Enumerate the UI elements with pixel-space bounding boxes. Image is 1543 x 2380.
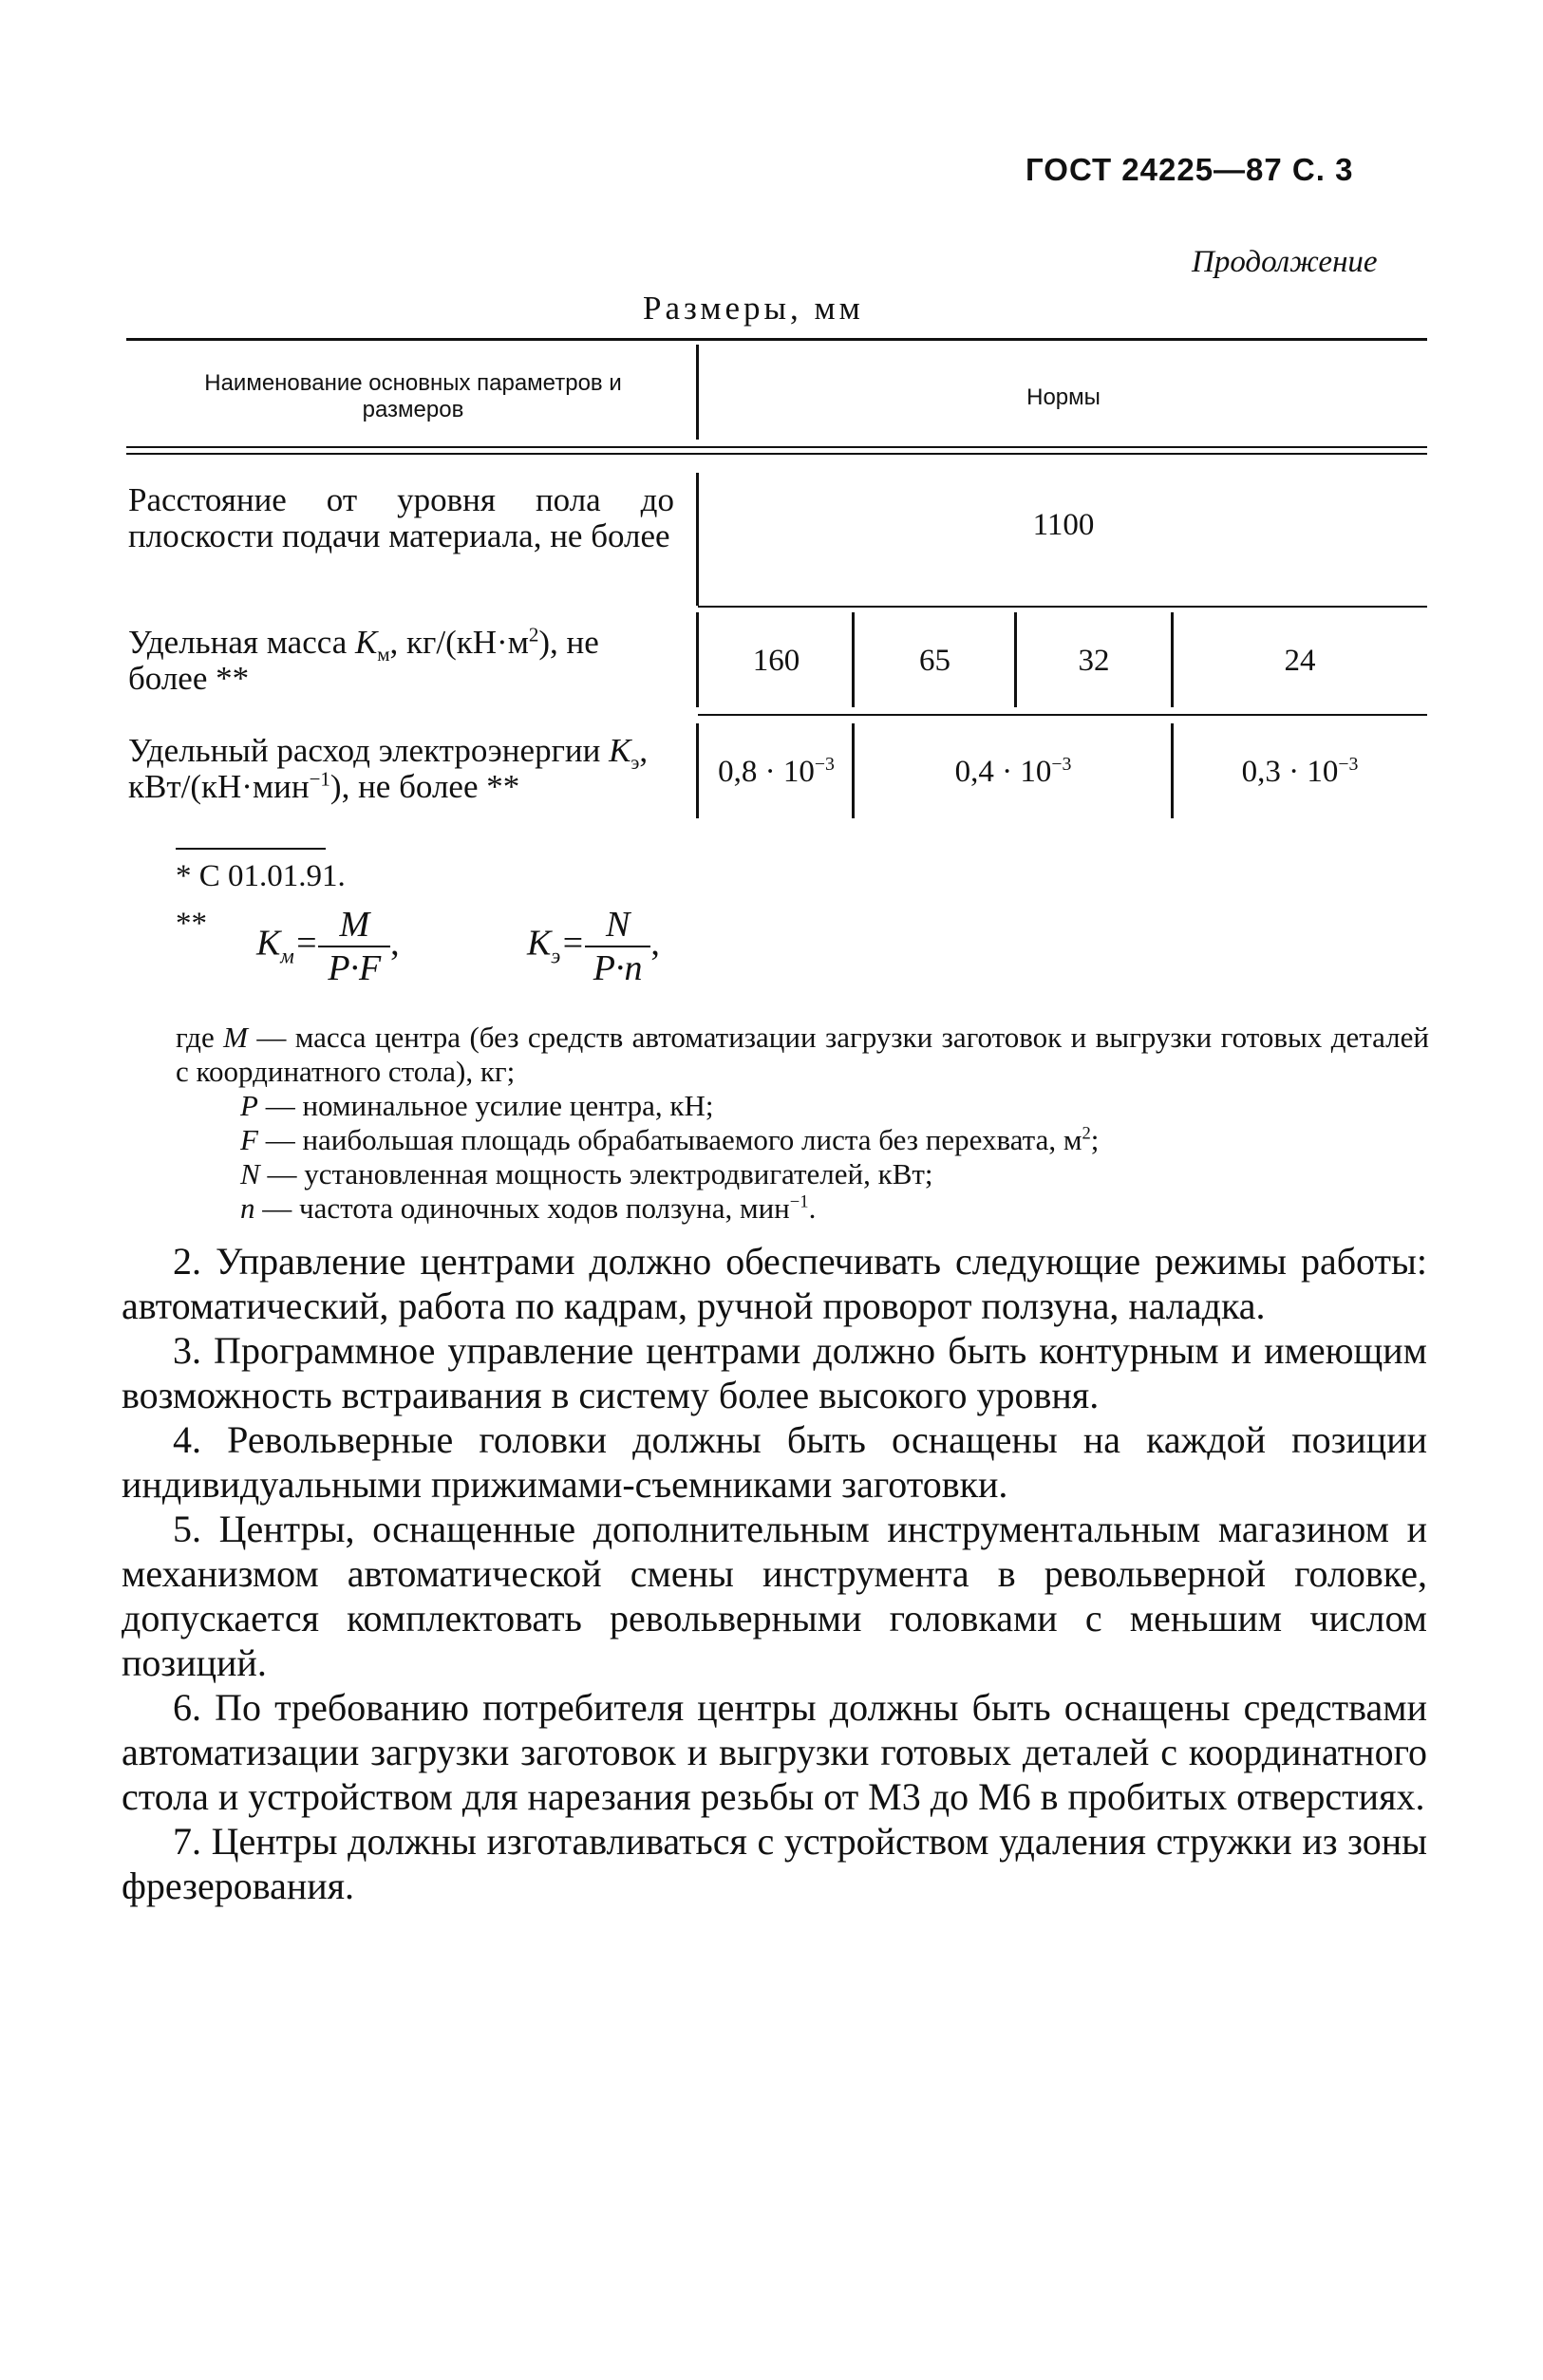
footnote-mark: **	[176, 907, 207, 941]
legend-item-n: N — установленная мощность электродвигателей, кВт;	[240, 1157, 933, 1190]
continuation-label: Продолжение	[1192, 245, 1378, 279]
table-caption: Размеры, мм	[643, 290, 864, 327]
paragraph-2: 2. Управление центрами должно обеспечивать следующие режимы работы: автоматический, работа по кадрам, ручной проворот ползуна, наладка.	[122, 1240, 1427, 1327]
energy-value-3: $0,3 \cdot 10^{-3}$	[1241, 754, 1359, 789]
row-rule-1	[698, 606, 1427, 608]
row-value-floor-distance: 1100	[1032, 508, 1095, 542]
legend-item-m: где M — масса центра (без средств автоматизации загрузки заготовок и выгрузки готовых деталей с координатного стола), кг;	[176, 1021, 1430, 1088]
inner-divider-r2-b	[1014, 612, 1017, 707]
symbol-legend	[176, 1021, 1429, 1226]
row-label-energy-consumption: Удельный расход электроэнергии $К_э$, кВт/(кН·мин$^{-1}$), не более **	[128, 732, 649, 805]
col-divider-row2	[696, 612, 699, 707]
energy-value-1: $0,8 \cdot 10^{-3}$	[718, 754, 835, 789]
row-label-floor-distance: Расстояние от уровня пола до плоскости подачи материала, не более	[128, 481, 674, 554]
mass-value-2: 65	[919, 644, 950, 678]
header-rule-1	[126, 446, 1427, 448]
legend-item-f: F — наибольшая площадь обрабатываемого листа без перехвата, $м^2$;	[240, 1123, 1100, 1156]
row-rule-2	[698, 714, 1427, 716]
inner-divider-r3-a	[852, 723, 855, 818]
col-divider-row3	[696, 723, 699, 818]
row-label-specific-mass: Удельная масса $К_м$, $кг/(кН\cdot м^2)$, не более **	[128, 623, 599, 697]
formula-km: $К_м=$ $\frac{M}{P\cdot F}$ ,	[256, 905, 400, 988]
col-header-parameters: Наименование основных параметров и размеров	[204, 370, 622, 422]
paragraph-4: 4. Револьверные головки должны быть оснащены на каждой позиции индивидуальными прижимами-съемниками заготовки.	[122, 1418, 1427, 1506]
formula-ke: $К_э=$ $\frac{N}{P\cdot n}$ ,	[527, 905, 660, 988]
legend-item-p: P — номинальное усилие центра, кН;	[240, 1089, 714, 1122]
body-text	[122, 1239, 1427, 1908]
mass-value-3: 32	[1078, 644, 1110, 678]
paragraph-5: 5. Центры, оснащенные дополнительным инструментальным магазином и механизмом автоматической смены инструмента в револьверной головке, допускается комплектовать револьверными головками с меньшим числом позиций.	[122, 1508, 1427, 1684]
col-divider-row1	[696, 473, 699, 606]
col-header-norms: Нормы	[1026, 384, 1101, 410]
inner-divider-r2-c	[1171, 612, 1174, 707]
footnote-date: * С 01.01.91.	[176, 859, 346, 893]
inner-divider-r3-b	[1171, 723, 1174, 818]
mass-value-1: 160	[752, 644, 800, 678]
paragraph-3: 3. Программное управление центрами должно быть контурным и имеющим возможность встраивания в систему более высокого уровня.	[122, 1329, 1427, 1416]
paragraph-6: 6. По требованию потребителя центры должны быть оснащены средствами автоматизации загрузки заготовок и выгрузки готовых деталей с координатного стола и устройством для нарезания резьбы от М3 до М6 в пробитых отверстиях.	[122, 1686, 1427, 1818]
energy-value-2: $0,4 \cdot 10^{-3}$	[954, 754, 1072, 789]
inner-divider-r2-a	[852, 612, 855, 707]
footnote-rule	[176, 848, 326, 850]
mass-value-4: 24	[1284, 644, 1316, 678]
header-rule-2	[126, 453, 1427, 455]
table-top-rule	[126, 338, 1427, 341]
legend-item-n-lower: n — частота одиночных ходов ползуна, мин$^{-1}$.	[240, 1191, 817, 1225]
col-divider-header	[696, 345, 699, 440]
page-header: ГОСТ 24225—87 С. 3	[1026, 152, 1354, 187]
paragraph-7: 7. Центры должны изготавливаться с устройством удаления стружки из зоны фрезерования.	[122, 1820, 1427, 1907]
